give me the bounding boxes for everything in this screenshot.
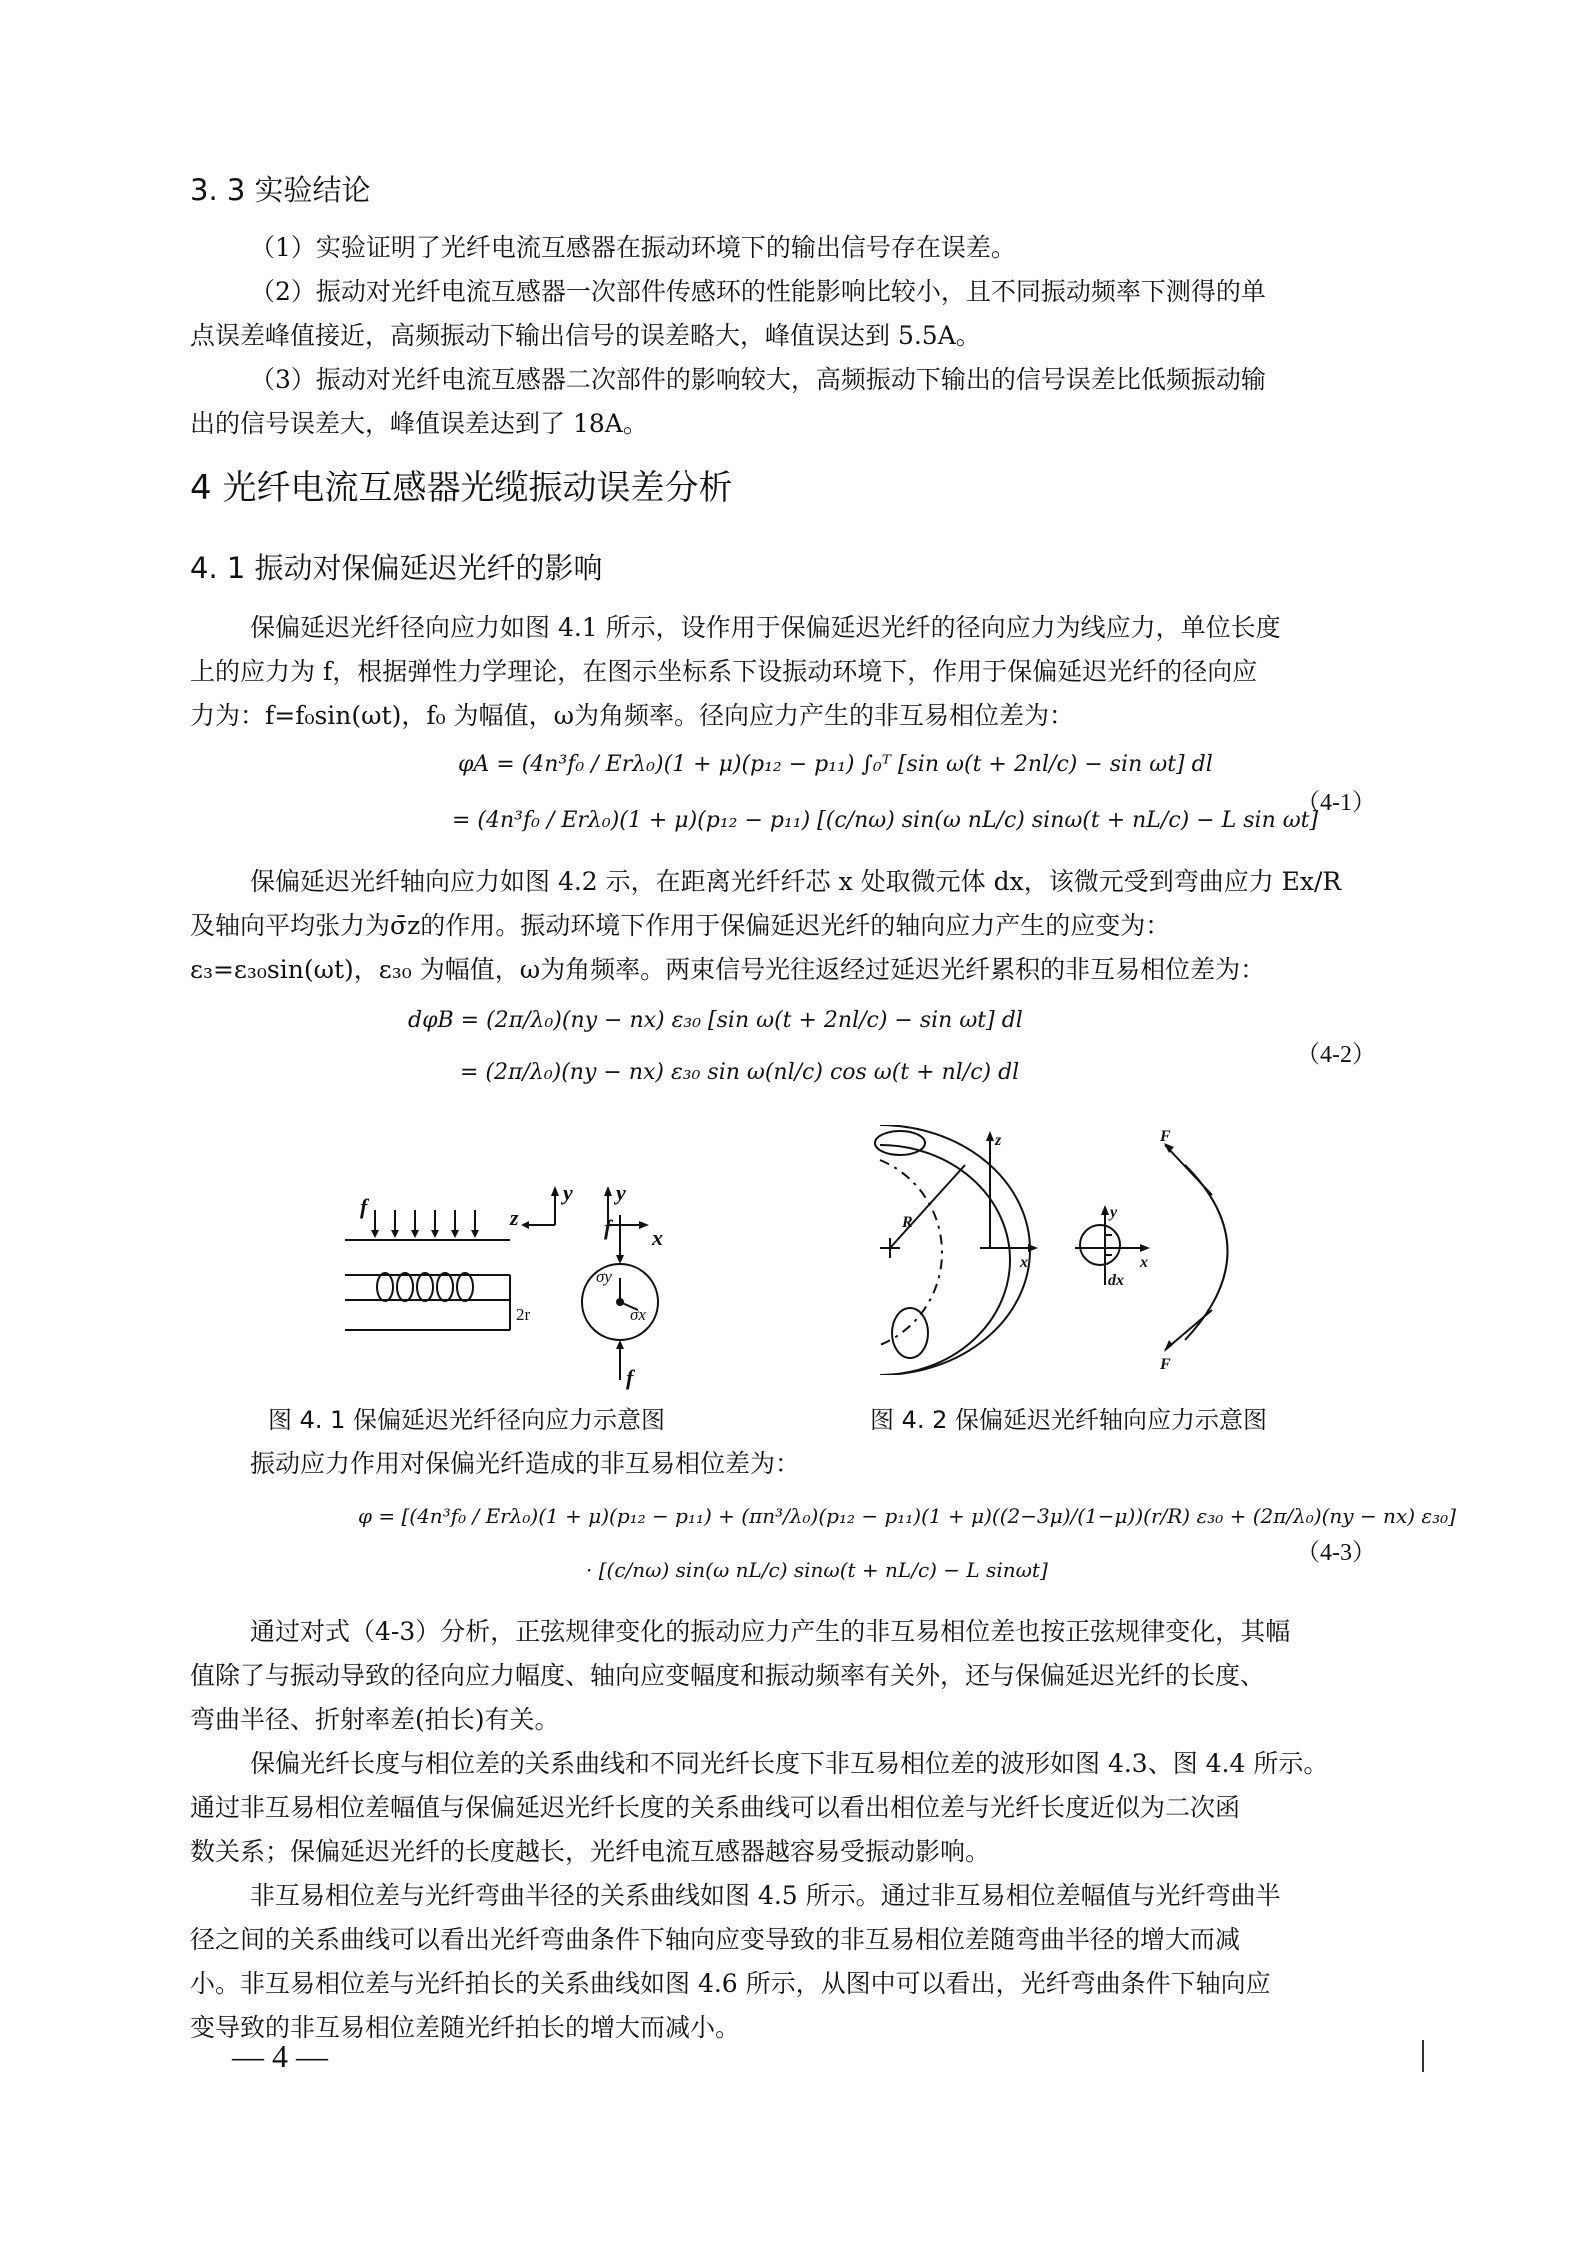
paragraph-line: 变导致的非互易相位差随光纤拍长的增大而减小。 xyxy=(190,2013,741,2042)
section-3-3-conclusions xyxy=(190,226,1396,446)
paragraph-line: 及轴向平均张力为σ̄z的作用。振动环境下作用于保偏延迟光纤的轴向应力产生的应变为： xyxy=(190,911,1171,940)
label-R: R xyxy=(902,1214,913,1231)
equation-4-1-line2: = (4n³f₀ / Erλ₀)(1 + μ)(p₁₂ − p₁₁) [(c/nω) sin(ω nL/c) sinω(t + nL/c) − L sin ωt] xyxy=(452,808,1319,833)
paragraph-line: 力为：f=f₀sin(ωt)，f₀ 为幅值，ω为角频率。径向应力产生的非互易相位差为： xyxy=(190,701,1074,730)
paragraph-line: ε₃=ε₃₀sin(ωt)，ε₃₀ 为幅值，ω为角频率。两束信号光往返经过延迟光纤累积的非互易相位差为： xyxy=(190,955,1266,984)
label-F-top: F xyxy=(1160,1128,1171,1145)
paragraph-axial-stress xyxy=(190,860,1396,992)
label-z: z xyxy=(510,1205,519,1230)
margin-divider xyxy=(1422,2040,1424,2072)
label-x2: x xyxy=(1140,1254,1148,1271)
paragraph-line: 上的应力为 f，根据弹性力学理论，在图示坐标系下设振动环境下，作用于保偏延迟光纤的径向应 xyxy=(190,657,1258,686)
equation-4-3-line2: · [(c/nω) sin(ω nL/c) sinω(t + nL/c) − L sinωt] xyxy=(586,1558,1048,1582)
figure-4-2-axial-stress xyxy=(860,1125,1280,1375)
label-x: x xyxy=(1020,1254,1028,1271)
page-number: — 4 — xyxy=(232,2038,328,2074)
label-sigma-y: σy xyxy=(596,1267,612,1286)
paragraph-bend-radius xyxy=(190,1874,1396,2050)
paragraph-fiber-length xyxy=(190,1742,1396,1874)
label-f: f xyxy=(360,1194,368,1219)
paragraph-line: 通过非互易相位差幅值与保偏延迟光纤长度的关系曲线可以看出相位差与光纤长度近似为二次函 xyxy=(190,1793,1241,1822)
label-x: x xyxy=(652,1225,663,1250)
equation-number-4-1: （4-1） xyxy=(1296,790,1376,816)
paragraph-line: 保偏光纤长度与相位差的关系曲线和不同光纤长度下非互易相位差的波形如图 4.3、图 4.4 所示。 xyxy=(250,1749,1329,1778)
paragraph-analysis xyxy=(190,1610,1396,1742)
label-dx: dx xyxy=(1108,1272,1124,1289)
paragraph-line: 弯曲半径、折射率差(拍长)有关。 xyxy=(190,1705,560,1734)
section-4-1-heading: 4. 1 振动对保偏延迟光纤的影响 xyxy=(190,551,603,585)
label-f-bottom: f xyxy=(626,1365,634,1390)
figure-4-1-caption: 图 4. 1 保偏延迟光纤径向应力示意图 xyxy=(268,1406,666,1434)
conclusion-line: （3）振动对光纤电流互感器二次部件的影响较大，高频振动下输出的信号误差比低频振动输 xyxy=(250,365,1266,394)
label-y: y xyxy=(1110,1204,1118,1221)
section-3-3-heading: 3. 3 实验结论 xyxy=(190,173,371,207)
paragraph-line: 保偏延迟光纤轴向应力如图 4.2 示，在距离光纤纤芯 x 处取微元体 dx，该微元受到弯曲应力 Ex/R xyxy=(250,867,1342,896)
label-F-bottom: F xyxy=(1160,1356,1171,1373)
section-4-heading: 4 光纤电流互感器光缆振动误差分析 xyxy=(190,468,733,508)
paragraph-radial-stress xyxy=(190,606,1396,738)
conclusion-line: 点误差峰值接近，高频振动下输出信号的误差略大，峰值误达到 5.5A。 xyxy=(190,321,981,350)
label-2r: 2r xyxy=(516,1305,531,1324)
equation-4-2-line1: dφB = (2π/λ₀)(ny − nx) ε₃₀ [sin ω(t + 2nl/c) − sin ωt] dl xyxy=(408,1008,1023,1033)
paragraph-line: 数关系；保偏延迟光纤的长度越长，光纤电流互感器越容易受振动影响。 xyxy=(190,1837,991,1866)
equation-number-4-3: （4-3） xyxy=(1296,1540,1376,1566)
paragraph-line: 振动应力作用对保偏光纤造成的非互易相位差为： xyxy=(250,1449,801,1478)
conclusion-line: 出的信号误差大，峰值误差达到了 18A。 xyxy=(190,409,648,438)
paragraph-line: 保偏延迟光纤径向应力如图 4.1 所示，设作用于保偏延迟光纤的径向应力为线应力，单位长度 xyxy=(250,613,1281,642)
paragraph-line: 通过对式（4-3）分析，正弦规律变化的振动应力产生的非互易相位差也按正弦规律变化，其幅 xyxy=(250,1617,1291,1646)
label-y: y xyxy=(563,1180,573,1205)
label-y2: y xyxy=(616,1180,626,1205)
equation-number-4-2: （4-2） xyxy=(1296,1042,1376,1068)
paragraph-line: 径之间的关系曲线可以看出光纤弯曲条件下轴向应变导致的非互易相位差随弯曲半径的增大而减 xyxy=(190,1925,1241,1954)
equation-4-2-line2: = (2π/λ₀)(ny − nx) ε₃₀ sin ω(nl/c) cos ω(t + nl/c) dl xyxy=(460,1060,1020,1085)
equation-4-3-line1: φ = [(4n³f₀ / Erλ₀)(1 + μ)(p₁₂ − p₁₁) + (πn³/λ₀)(p₁₂ − p₁₁)(1 + μ)((2−3μ)/(1−μ))(r/R) ε₃₀ + (2π/λ₀)(ny − nx) ε₃₀] xyxy=(358,1504,1456,1528)
label-z: z xyxy=(995,1132,1002,1149)
paragraph-vibration-phase xyxy=(190,1442,1396,1486)
label-sigma-x: σx xyxy=(630,1305,646,1324)
figure-4-1-radial-stress xyxy=(330,1180,750,1390)
conclusion-line: （1）实验证明了光纤电流互感器在振动环境下的输出信号存在误差。 xyxy=(250,233,1016,262)
figure-4-2-caption: 图 4. 2 保偏延迟光纤轴向应力示意图 xyxy=(870,1406,1268,1434)
paragraph-line: 值除了与振动导致的径向应力幅度、轴向应变幅度和振动频率有关外，还与保偏延迟光纤的长度、 xyxy=(190,1661,1266,1690)
conclusion-line: （2）振动对光纤电流互感器一次部件传感环的性能影响比较小，且不同振动频率下测得的单 xyxy=(250,277,1266,306)
paragraph-line: 非互易相位差与光纤弯曲半径的关系曲线如图 4.5 所示。通过非互易相位差幅值与光纤弯曲半 xyxy=(250,1881,1281,1910)
label-f-top: f xyxy=(604,1215,612,1240)
equation-4-1-line1: φA = (4n³f₀ / Erλ₀)(1 + μ)(p₁₂ − p₁₁) ∫₀ᵀ [sin ω(t + 2nl/c) − sin ωt] dl xyxy=(458,752,1213,777)
paragraph-line: 小。非互易相位差与光纤拍长的关系曲线如图 4.6 所示，从图中可以看出，光纤弯曲条件下轴向应 xyxy=(190,1969,1271,1998)
